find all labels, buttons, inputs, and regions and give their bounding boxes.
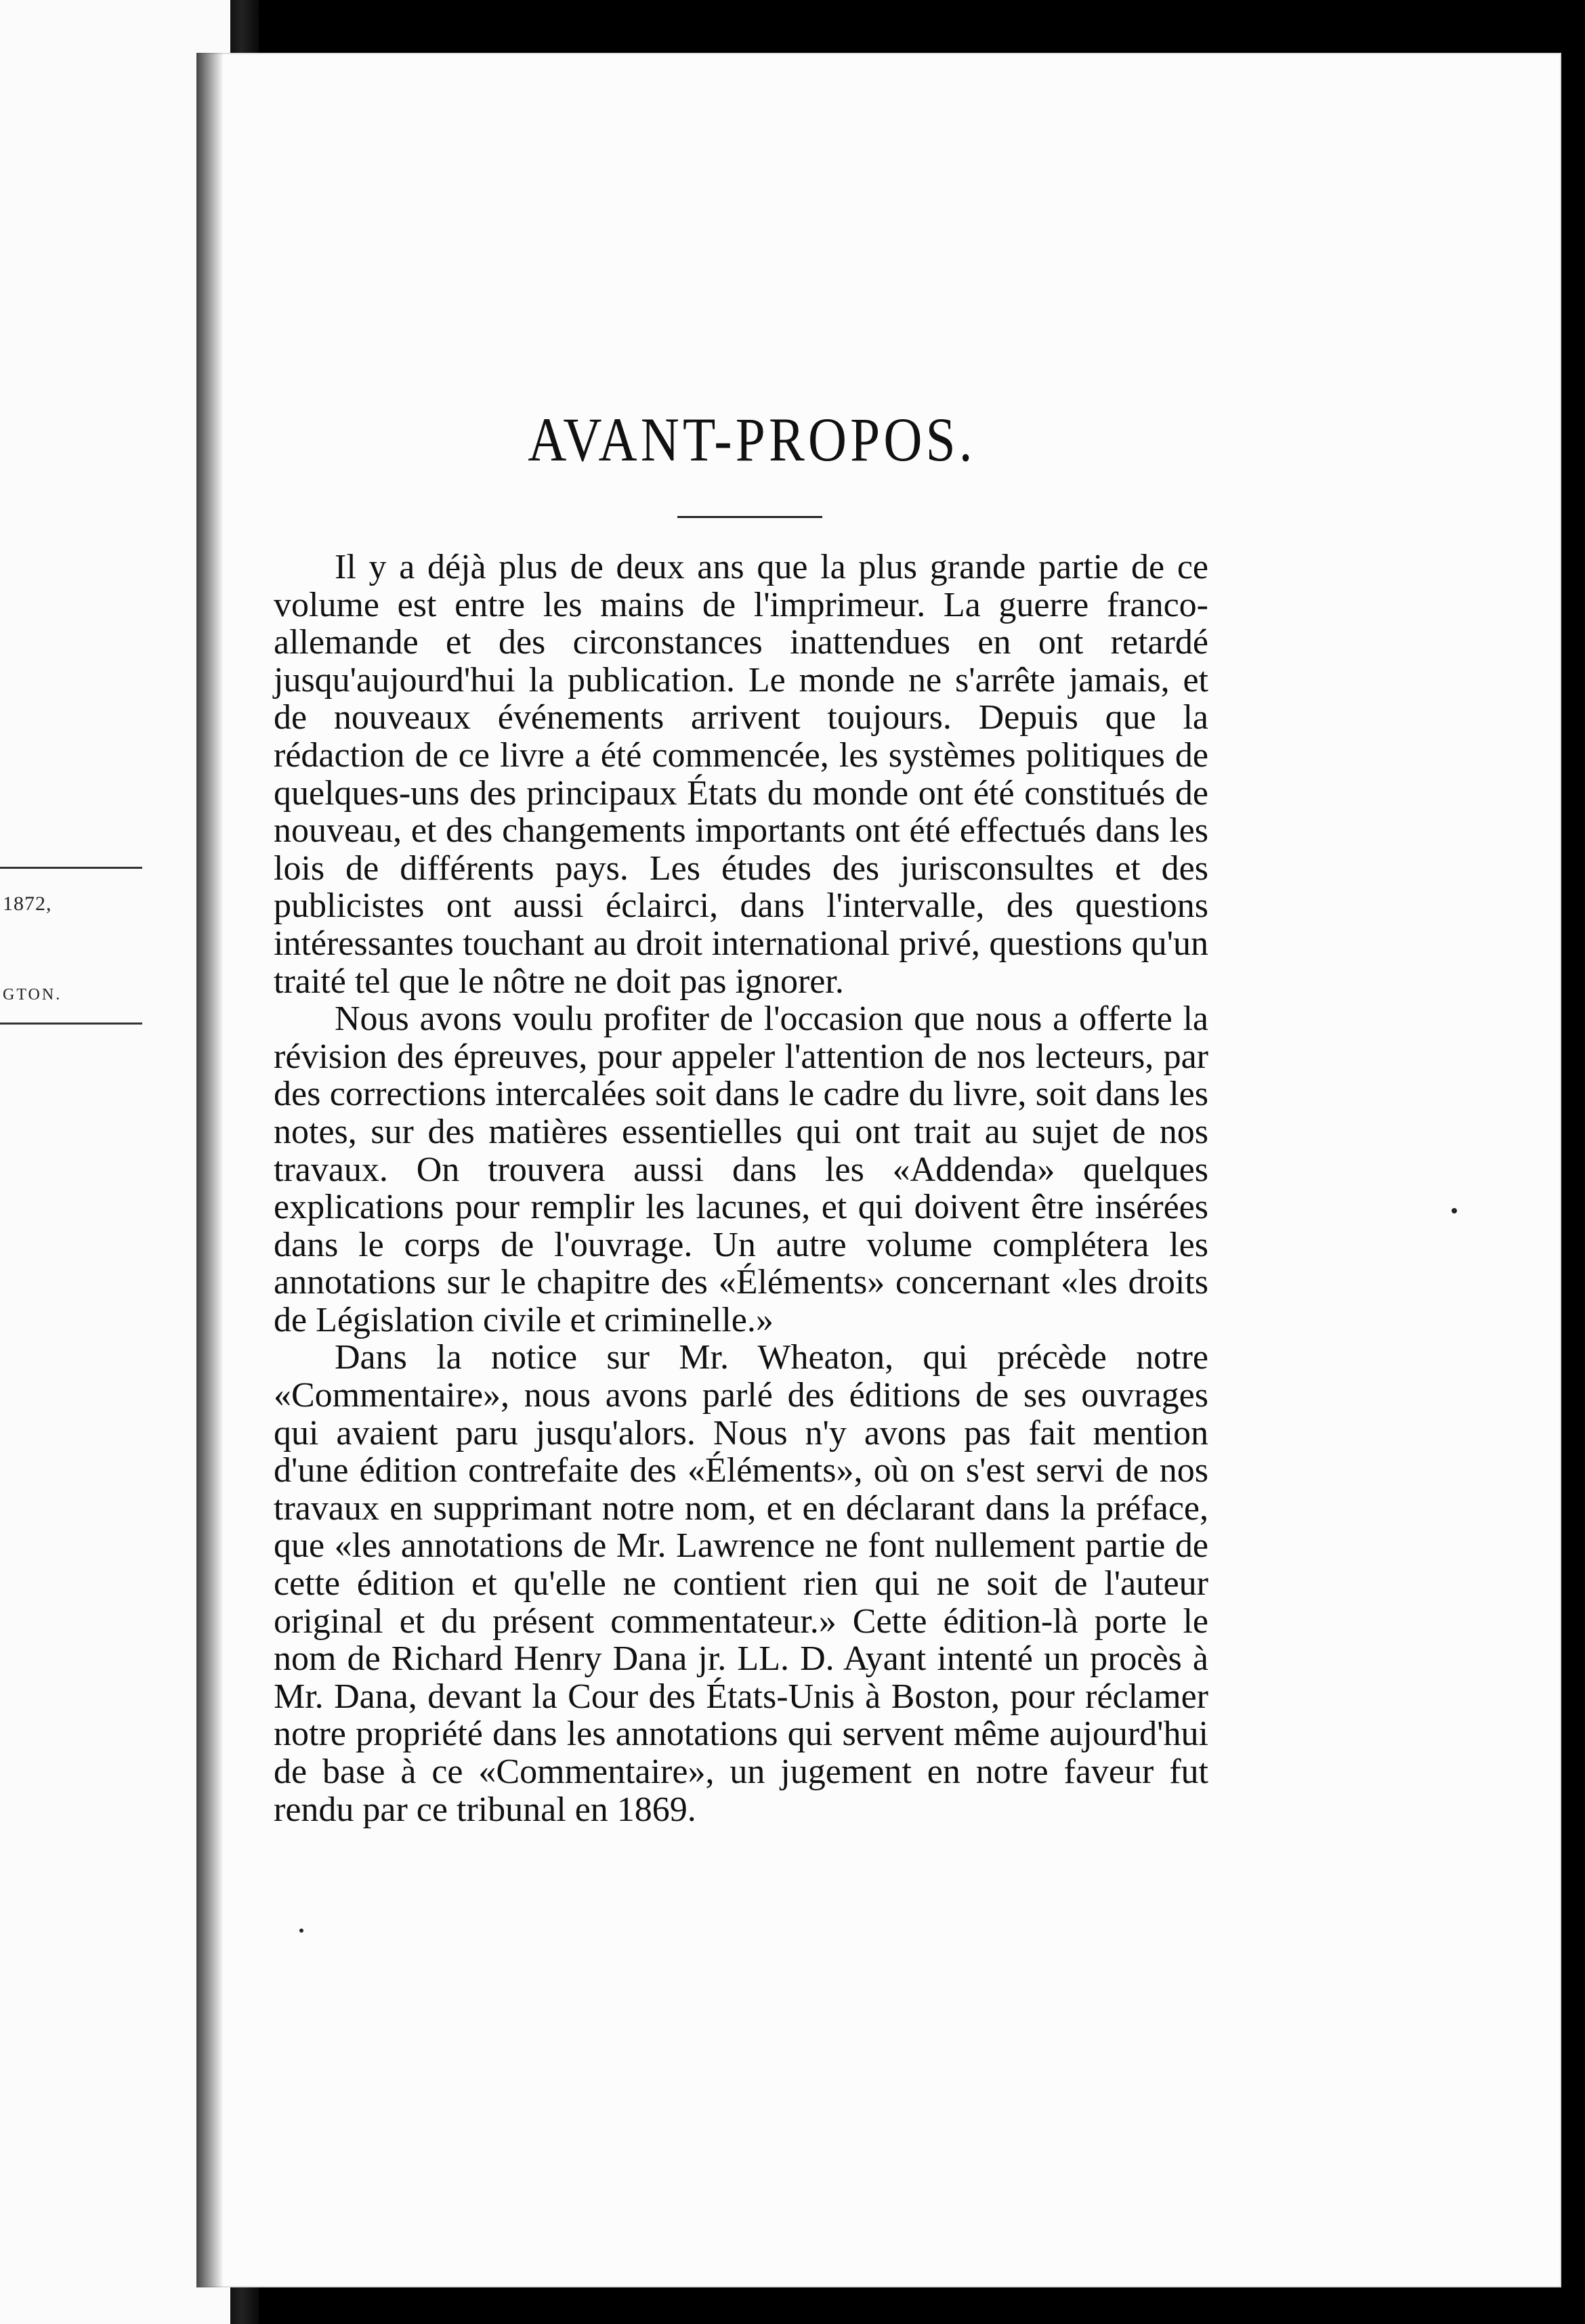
left-page-fragment-year: 1872, bbox=[3, 892, 52, 915]
title-rule bbox=[677, 516, 822, 518]
left-page-fragment-name: GTON. bbox=[3, 986, 62, 1004]
paragraph-2: Nous avons voulu profiter de l'occasion que nous a offerte la révision des épreuves, pour appeler l'attention de nos lecteurs, par des corrections intercalées soit dans le cadre du livre, soit dans les notes, sur des matières essentielles qui ont trait au sujet de nos travaux. On trouvera aussi dans les «Addenda» quelques explications pour remplir les lacunes, et qui doivent être insérées dans le corps de l'ouvrage. Un autre volume complétera les annotations sur le chapitre des «Éléments» concernant «les droits de Législation civile et criminelle.» bbox=[274, 999, 1208, 1339]
page-edge-shadow bbox=[196, 53, 224, 2287]
scan-speck bbox=[1452, 1208, 1457, 1213]
left-page-rule-bottom bbox=[0, 1023, 142, 1025]
left-page-rule-top bbox=[0, 867, 142, 869]
scan-speck-small bbox=[299, 1929, 303, 1933]
page-title: AVANT-PROPOS. bbox=[528, 405, 976, 474]
paragraph-3: Dans la notice sur Mr. Wheaton, qui précède notre «Commentaire», nous avons parlé des éditions de ses ouvrages qui avaient paru jusqu'alors. Nous n'y avons pas fait mention d'une édition contrefaite des «Éléments», où on s'est servi de nos travaux en supprimant notre nom, et en déclarant dans la préface, que «les annotations de Mr. Lawrence ne font nullement partie de cette édition et qu'elle ne contient rien qui ne soit de l'auteur original et du présent commentateur.» Cette édition-là porte le nom de Richard Henry Dana jr. LL. D. Ayant intenté un procès à Mr. Dana, devant la Cour des États-Unis à Boston, pour réclamer notre propriété dans les annotations qui servent même aujourd'hui de base à ce «Commentaire», un jugement en notre faveur fut rendu par ce tribunal en 1869. bbox=[274, 1338, 1208, 1829]
paragraph-1: Il y a déjà plus de deux ans que la plus grande partie de ce volume est entre les mains de l'imprimeur. La guerre franco-allemande et des circonstances inattendues en ont retardé jusqu'aujourd'hui la publication. Le monde ne s'arrête jamais, et de nouveaux événements arrivent toujours. Depuis que la rédaction de ce livre a été commencée, les systèmes politiques de quelques-uns des principaux États du monde ont été constitués de nouveau, et des changements importants ont été effectués dans les lois de différents pays. Les études des jurisconsultes et des publicistes ont aussi éclairci, dans l'intervalle, des questions intéressantes touchant au droit international privé, questions qu'un traité tel que le nôtre ne doit pas ignorer. bbox=[274, 548, 1208, 1001]
body-text bbox=[274, 548, 1208, 1828]
left-facing-page bbox=[0, 0, 230, 2324]
